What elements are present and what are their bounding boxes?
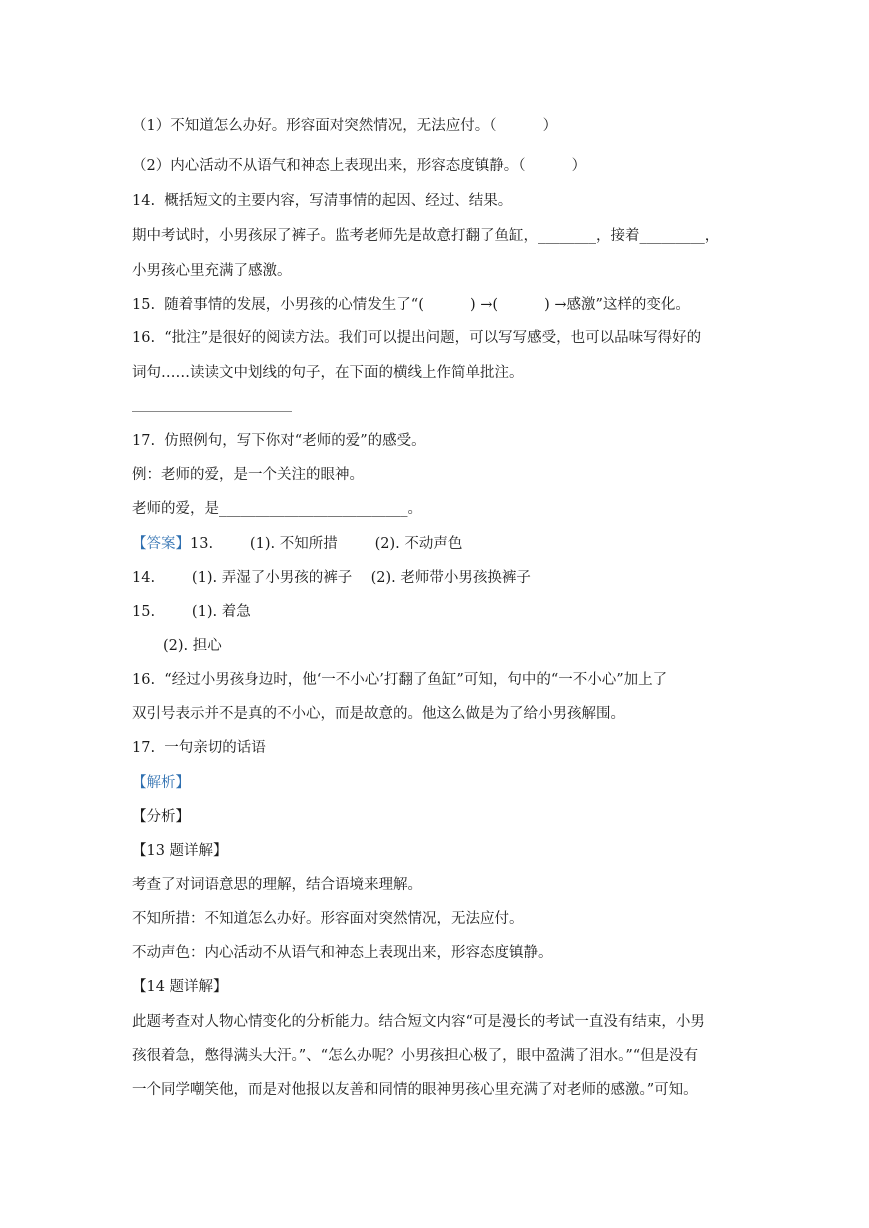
question-17: 17. 仿照例句，写下你对“老师的爱”的感受。: [132, 433, 426, 449]
detail-14-line-1: 此题考查对人物心情变化的分析能力。结合短文内容“可是漫长的考试一直没有结束，小男: [132, 1014, 705, 1030]
question-16-line-a: 16. “批注”是很好的阅读方法。我们可以提出问题，可以写写感受，也可以品味写得好的: [132, 330, 702, 346]
question-14: 14. 概括短文的主要内容，写清事情的起因、经过、结果。: [132, 193, 513, 209]
question-14-line-a: 期中考试时，小男孩尿了裤子。监考老师先是故意打翻了鱼缸，________，接着_________，: [132, 228, 720, 244]
detail-14-heading: 【14 题详解】: [132, 979, 228, 995]
answer-13-line: [132, 534, 462, 554]
detail-13-line-1: 考查了对词语意思的理解，结合语境来理解。: [132, 877, 422, 893]
answer-15-item-1: 15. (1). 着急: [132, 604, 251, 620]
answer-15-item-2: (2). 担心: [163, 638, 222, 654]
answer-17: 17. 一句亲切的话语: [132, 740, 266, 756]
question-16-line-b: 词句……读读文中划线的句子，在下面的横线上作简单批注。: [132, 365, 524, 381]
detail-14-line-3: 一个同学嘲笑他，而是对他报以友善和同情的眼神男孩心里充满了对老师的感激。”可知。: [132, 1082, 698, 1098]
question-14-line-b: 小男孩心里充满了感激。: [132, 263, 292, 279]
fenxi-heading: 【分析】: [132, 809, 190, 825]
question-15: 15. 随着事情的发展，小男孩的心情发生了“( ) →( ) →感激”这样的变化。: [132, 297, 690, 313]
detail-13-heading: 【13 题详解】: [132, 843, 228, 859]
question-17-example: 例：老师的爱，是一个关注的眼神。: [132, 467, 364, 483]
jiexi-tag: 【解析】: [132, 775, 190, 791]
answer-14: 14. (1). 弄湿了小男孩的裤子 (2). 老师带小男孩换裤子: [132, 570, 531, 586]
question-17-blank: 老师的爱，是__________________________。: [132, 501, 422, 517]
question-13-item-2: （2）内心活动不从语气和神态上表现出来，形容态度镇静。（ ）: [132, 158, 587, 174]
annotation-underline: [132, 411, 292, 412]
answer-16-line-a: 16. “经过小男孩身边时，他‘一不小心’打翻了鱼缸”可知，句中的“一不小心”加上了: [132, 672, 668, 688]
answer-tag: 【答案】: [132, 536, 190, 552]
answer-16-line-b: 双引号表示并不是真的不小心，而是故意的。他这么做是为了给小男孩解围。: [132, 706, 625, 722]
detail-14-line-2: 孩很着急，憋得满头大汗。”、“怎么办呢？小男孩担心极了，眼中盈满了泪水。”“但是没有: [132, 1048, 699, 1064]
answer-13: 13. (1). 不知所措 (2). 不动声色: [190, 536, 463, 552]
detail-13-line-2: 不知所措：不知道怎么办好。形容面对突然情况，无法应付。: [132, 911, 524, 927]
question-13-item-1: （1）不知道怎么办好。形容面对突然情况，无法应付。（ ）: [132, 118, 558, 134]
detail-13-line-3: 不动声色：内心活动不从语气和神态上表现出来，形容态度镇静。: [132, 945, 553, 961]
